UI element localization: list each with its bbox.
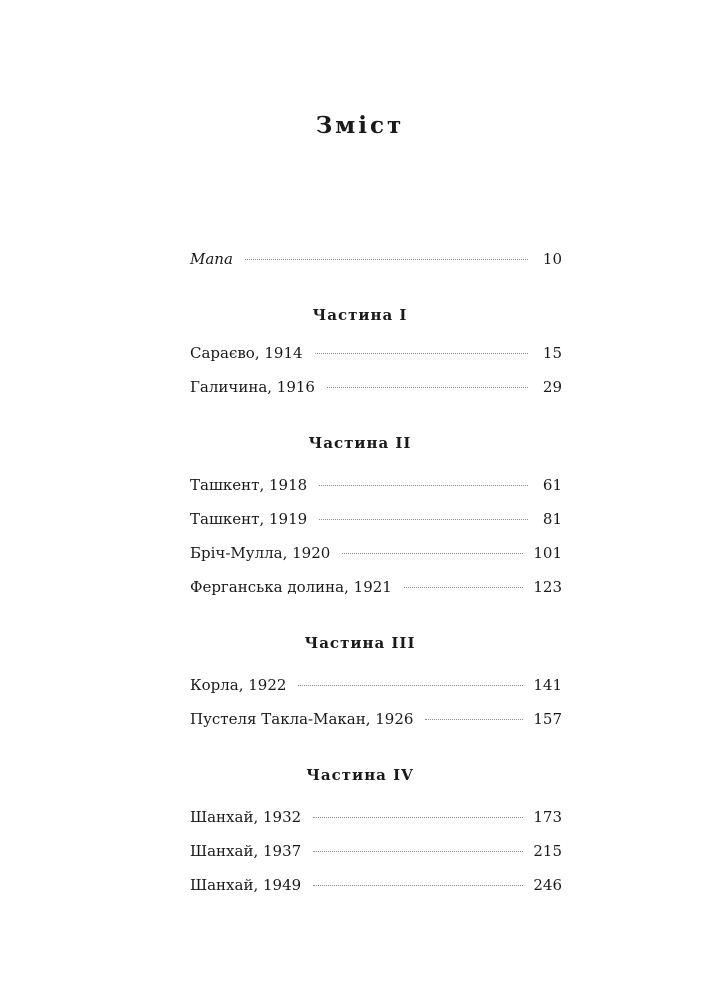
dot-leader (313, 817, 523, 818)
toc-entry-page: 215 (533, 842, 562, 860)
toc-entry-page: 61 (542, 476, 562, 494)
toc-entry-title: Шанхай, 1937 (190, 842, 302, 860)
toc-entry[interactable] (190, 808, 562, 832)
toc-entry-page: 15 (542, 344, 562, 362)
dot-leader (404, 587, 524, 588)
dot-leader (298, 685, 523, 686)
dot-leader (315, 353, 528, 354)
toc-entry-page: 10 (542, 250, 562, 268)
toc-entry-title: Ташкент, 1918 (190, 476, 308, 494)
dot-leader (245, 259, 528, 260)
toc-entry[interactable] (190, 378, 562, 402)
toc-entry[interactable] (190, 842, 562, 866)
toc-entry-title: Корла, 1922 (190, 676, 287, 694)
toc-entry-page: 157 (533, 710, 562, 728)
toc-entry[interactable] (190, 578, 562, 602)
dot-leader (319, 485, 528, 486)
toc-entry[interactable] (190, 544, 562, 568)
part-heading-4: Частина IV (306, 766, 414, 784)
toc-entry-title: Галичина, 1916 (190, 378, 315, 396)
toc-entry-page: 173 (533, 808, 562, 826)
dot-leader (313, 885, 523, 886)
part-heading-1: Частина I (312, 306, 408, 324)
toc-entry-title: Пустеля Такла-Макан, 1926 (190, 710, 414, 728)
toc-entry-title: Шанхай, 1932 (190, 808, 302, 826)
toc-entry-title: Мапа (190, 250, 233, 268)
toc-entry-title: Бріч-Мулла, 1920 (190, 544, 331, 562)
toc-entry-page: 123 (533, 578, 562, 596)
dot-leader (327, 387, 528, 388)
toc-entry[interactable] (190, 876, 562, 900)
toc-entry-page: 29 (542, 378, 562, 396)
toc-entry-map[interactable] (190, 250, 562, 274)
toc-entry[interactable] (190, 710, 562, 734)
part-heading-3: Частина III (304, 634, 416, 652)
toc-entry-title: Сараєво, 1914 (190, 344, 303, 362)
toc-entry[interactable] (190, 476, 562, 500)
toc-entry[interactable] (190, 676, 562, 700)
toc-entry-title: Шанхай, 1949 (190, 876, 302, 894)
dot-leader (313, 851, 523, 852)
dot-leader (425, 719, 523, 720)
dot-leader (342, 553, 523, 554)
dot-leader (319, 519, 528, 520)
toc-entry-page: 141 (533, 676, 562, 694)
toc-entry-title: Ферганська долина, 1921 (190, 578, 392, 596)
toc-entry-title: Ташкент, 1919 (190, 510, 308, 528)
toc-entry-page: 246 (533, 876, 562, 894)
toc-entry-page: 81 (542, 510, 562, 528)
page-title: Зміст (315, 112, 405, 139)
toc-entry[interactable] (190, 344, 562, 368)
toc-entry[interactable] (190, 510, 562, 534)
part-heading-2: Частина II (308, 434, 412, 452)
toc-entry-page: 101 (533, 544, 562, 562)
